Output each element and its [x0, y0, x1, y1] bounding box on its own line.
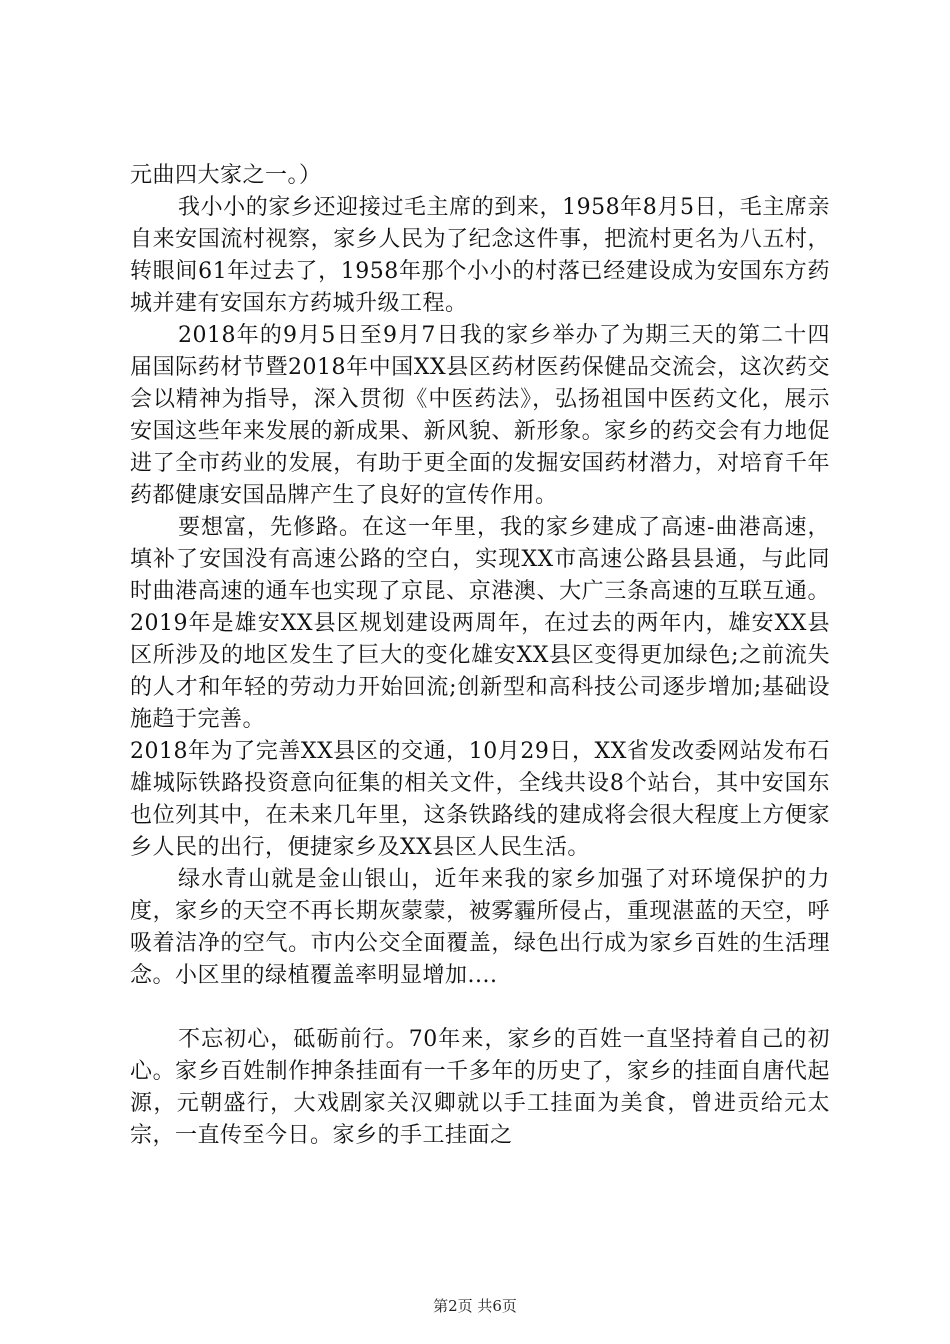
- paragraph-medicine-festival: 2018年的9月5日至9月7日我的家乡举办了为期三天的第二十四届国际药材节暨2018年中国XX县区药材医药保健品交流会，这次药交会以精神为指导，深入贯彻《中医药法》，弘扬祖国中医药文化，展示安国这些年来发展的新成果、新风貌、新形象。家乡的药交会有力地促进了全市药业的发展，有助于更全面的发掘安国药材潜力，对培育千年药都健康安国品牌产生了良好的宣传作用。: [130, 323, 830, 508]
- body-text: [130, 160, 830, 1152]
- paragraph-railway: 2018年为了完善XX县区的交通，10月29日，XX省发改委网站发布石雄城际铁路投资意向征集的相关文件，全线共设8个站台，其中安国东也位列其中，在未来几年里，这条铁路线的建成将会很大程度上方便家乡人民的出行，便捷家乡及XX县区人民生活。: [130, 739, 830, 860]
- page-number-footer: 第2页 共6页: [433, 1297, 517, 1315]
- paragraph-highway: 要想富，先修路。在这一年里，我的家乡建成了高速-曲港高速，填补了安国没有高速公路的空白，实现XX市高速公路县县通，与此同时曲港高速的通车也实现了京昆、京港澳、大广三条高速的互联互通。2019年是雄安XX县区规划建设两周年，在过去的两年内，雄安XX县区所涉及的地区发生了巨大的变化雄安XX县区变得更加绿色;之前流失的人才和年轻的劳动力开始回流;创新型和高科技公司逐步增加;基础设施趋于完善。: [130, 515, 830, 732]
- paragraph-chairman-visit: 我小小的家乡还迎接过毛主席的到来，1958年8月5日，毛主席亲自来安国流村视察，家乡人民为了纪念这件事，把流村更名为八五村，转眼间61年过去了，1958年那个小小的村落已经建设成为安国东方药城并建有安国东方药城升级工程。: [130, 195, 830, 316]
- paragraph-continuation: 元曲四大家之一。）: [130, 163, 322, 188]
- paragraph-noodles: 不忘初心，砥砺前行。70年来，家乡的百姓一直坚持着自己的初心。家乡百姓制作抻条挂面有一千多年的历史了，家乡的挂面自唐代起源，元朝盛行，大戏剧家关汉卿就以手工挂面为美食，曾进贡给元太宗，一直传至今日。家乡的手工挂面之: [130, 1027, 830, 1148]
- paragraph-environment: 绿水青山就是金山银山，近年来我的家乡加强了对环境保护的力度，家乡的天空不再长期灰蒙蒙，被雾霾所侵占，重现湛蓝的天空，呼吸着洁净的空气。市内公交全面覆盖，绿色出行成为家乡百姓的生活理念。小区里的绿植覆盖率明显增加....: [130, 867, 830, 988]
